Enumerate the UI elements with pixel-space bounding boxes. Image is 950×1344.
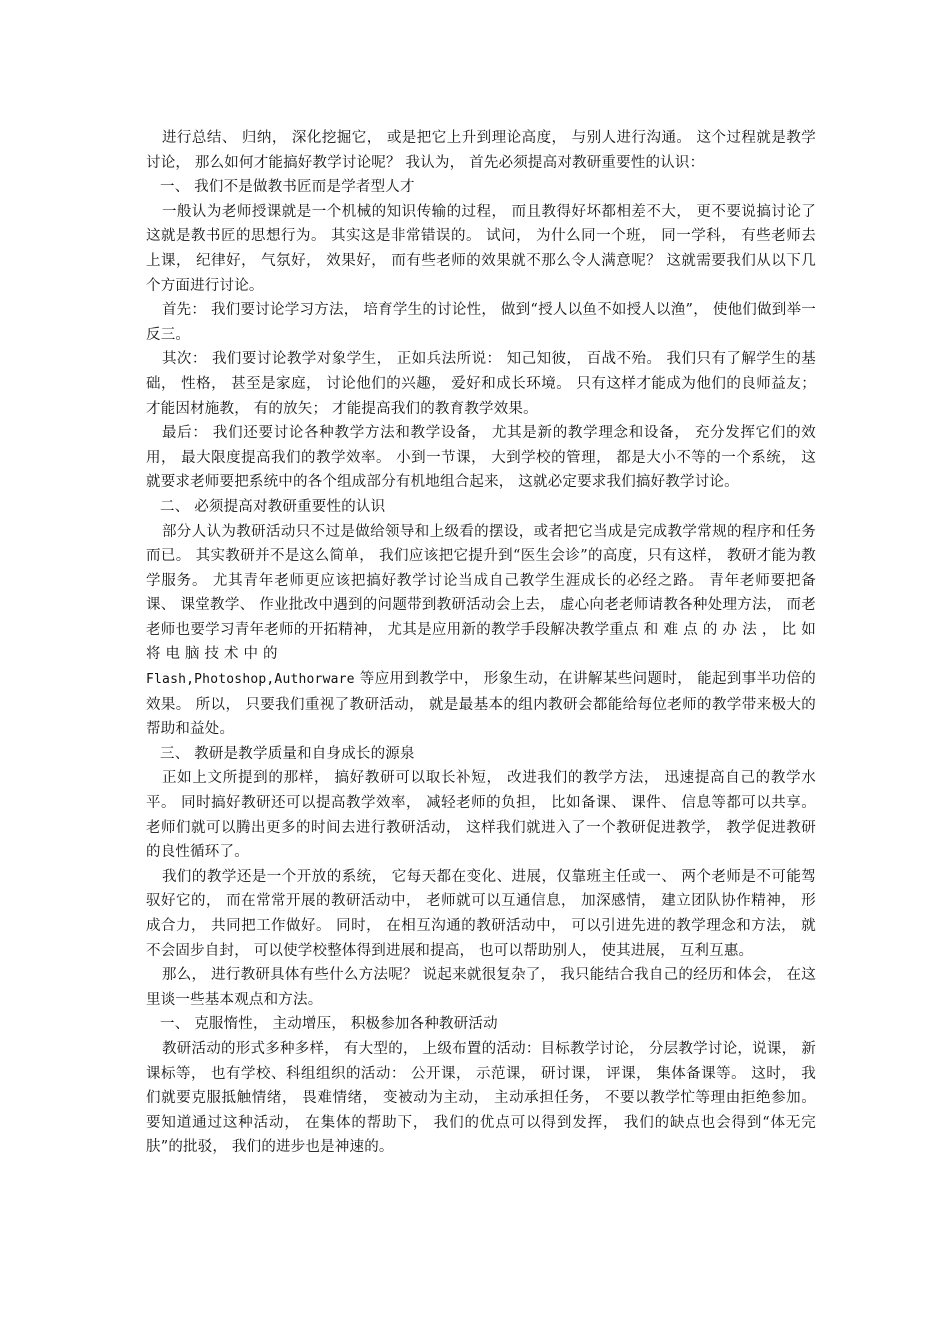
paragraph: 首先： 我们要讨论学习方法， 培育学生的讨论性， 做到“授人以鱼不如授人以渔”， 使他们做到举一反三。 — [146, 302, 816, 343]
paragraph: 其次： 我们要讨论教学对象学生， 正如兵法所说： 知己知彼， 百战不殆。 我们只有了解学生的基础， 性格， 甚至是家庭， 讨论他们的兴趣， 爱好和成长环境。 只有这样才能成为他们的良师益友； 才能因材施教， 有的放矢； 才能提高我们的教育教学效果。 — [146, 351, 816, 417]
paragraph: 一般认为老师授课就是一个机械的知识传输的过程， 而且教得好坏都相差不大， 更不要说搞讨论了这就是教书匠的思想行为。 其实这是非常错误的。 试问， 为什么同一个班， 同一学科， 有些老师去上课， 纪律好， 气氛好， 效果好， 而有些老师的效果就不那么令人满意呢？ 这就需要我们从以下几个方面进行讨论。 — [146, 203, 816, 294]
paragraph-continued-text: 等应用到教学中， 形象生动，在讲解某些问题时， 能起到事半功倍的效果。 所以， 只要我们重视了教研活动， 就是最基本的组内教研会都能给每位老师的教学带来极大的帮助和益处。 — [146, 671, 816, 738]
paragraph: 最后： 我们还要讨论各种教学方法和教学设备， 尤其是新的教学理念和设备， 充分发挥它们的效用， 最大限度提高我们的教学效率。 小到一节课， 大到学校的管理， 都是大小不等的一个系统， 这就要求老师要把系统中的各个组成部分有机地组合起来， 这就必定要求我们搞好教学讨论。 — [146, 425, 816, 491]
paragraph-intro: 进行总结、 归纳， 深化挖掘它， 或是把它上升到理论高度， 与别人进行沟通。 这个过程就是教学讨论， 那么如何才能搞好教学讨论呢？ 我认为， 首先必须提高对教研重要性的认识： — [146, 130, 816, 171]
section-heading-2: 二、 必须提高对教研重要性的认识 — [160, 498, 386, 515]
paragraph: 正如上文所提到的那样， 搞好教研可以取长补短， 改进我们的教学方法， 迅速提高自己的教学水平。 同时搞好教研还可以提高教学效率， 减轻老师的负担， 比如备课、 课件、 信息等都可以共享。 老师们就可以腾出更多的时间去进行教研活动， 这样我们就进入了一个教研促进教学， 教学促进教研的良性循环了。 — [146, 770, 816, 861]
section-heading-1: 一、 我们不是做教书匠而是学者型人才 — [160, 179, 415, 196]
paragraph-continued — [146, 667, 816, 742]
paragraph: 部分人认为教研活动只不过是做给领导和上级看的摆设，或者把它当成是完成教学常规的程序和任务而已。 其实教研并不是这么简单， 我们应该把它提升到“医生会诊”的高度，只有这样， 教研才能为教学服务。 尤其青年老师更应该把搞好教学讨论当成自己教学生涯成长的必经之路。 青年老师要把备课、 课堂教学、 作业批改中遇到的问题带到教研活动会上去， 虚心向老老师请教各种处理方法， 而老老师也要学习青年老师的开拓精神， 尤其是应用新的教学手段解决教学重点 和 难 点 的 办 法 ， 比 如 将 电 脑 技 术 中 的 — [146, 523, 816, 663]
section-heading-method-1: 一、 克服惰性， 主动增压， 积极参加各种教研活动 — [160, 1016, 498, 1033]
paragraph: 那么， 进行教研具体有些什么方法呢？ 说起来就很复杂了， 我只能结合我自己的经历和体会， 在这里谈一些基本观点和方法。 — [146, 967, 816, 1008]
paragraph: 教研活动的形式多种多样， 有大型的， 上级布置的活动：目标教学讨论， 分层教学讨论，说课， 新课标等， 也有学校、科组组织的活动： 公开课， 示范课， 研讨课， 评课， 集体备课等。 这时， 我们就要克服抵触情绪， 畏难情绪， 变被动为主动， 主动承担任务， 不要以教学忙等理由拒绝参加。 要知道通过这种活动， 在集体的帮助下， 我们的优点可以得到发挥， 我们的缺点也会得到“体无完肤”的批驳， 我们的进步也是神速的。 — [146, 1040, 816, 1156]
section-heading-3: 三、 教研是教学质量和自身成长的源泉 — [160, 745, 415, 762]
software-names: Flash,Photoshop,Authorware — [146, 672, 355, 688]
paragraph: 我们的教学还是一个开放的系统， 它每天都在变化、进展，仅靠班主任或一、 两个老师是不可能驾驭好它的， 而在常常开展的教研活动中， 老师就可以互通信息， 加深感情， 建立团队协作精神， 形成合力， 共同把工作做好。 同时， 在相互沟通的教研活动中， 可以引进先进的教学理念和方法， 就不会固步自封， 可以使学校整体得到进展和提高， 也可以帮助别人， 使其进展， 互利互惠。 — [146, 868, 816, 959]
document-body — [146, 126, 816, 1160]
